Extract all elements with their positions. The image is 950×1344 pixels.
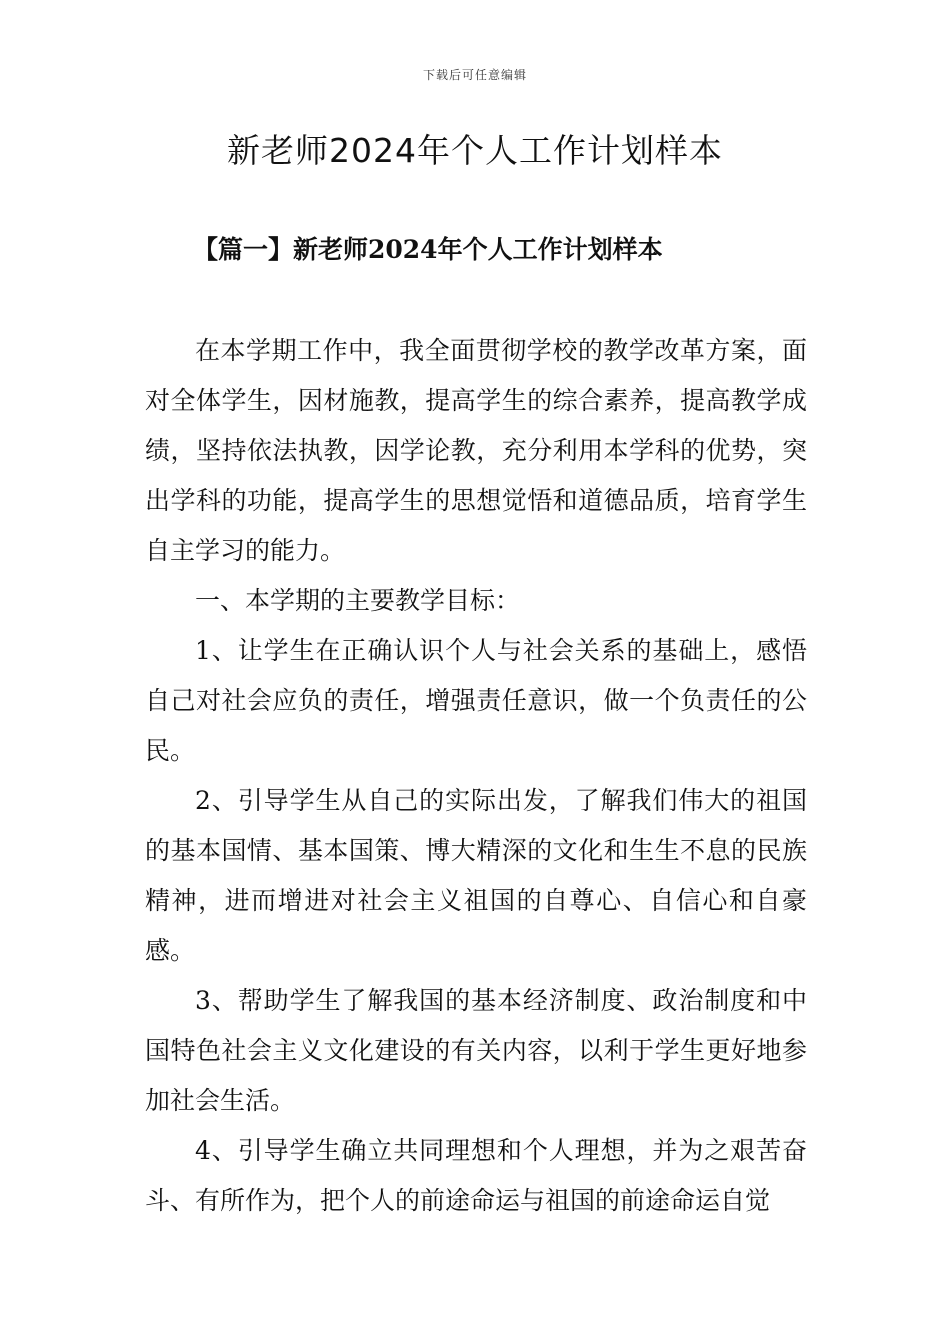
page-title: 新老师2024年个人工作计划样本: [227, 131, 723, 170]
paragraph-intro: 在本学期工作中，我全面贯彻学校的教学改革方案，面对全体学生，因材施教，提高学生的综合素养，提高教学成绩，坚持依法执教，因学论教，充分利用本学科的优势，突出学科的功能，提高学生的思想觉悟和道德品质，培育学生自主学习的能力。: [145, 336, 807, 565]
document-body: [145, 326, 807, 1226]
paragraph-goal-4: 4、引导学生确立共同理想和个人理想，并为之艰苦奋斗、有所作为，把个人的前途命运与祖国的前途命运自觉: [145, 1136, 807, 1215]
paragraph-goal-3: 3、帮助学生了解我国的基本经济制度、政治制度和中国特色社会主义文化建设的有关内容，以利于学生更好地参加社会生活。: [145, 986, 807, 1115]
section-heading: 【篇一】新老师2024年个人工作计划样本: [193, 235, 663, 264]
paragraph-goal-2: 2、引导学生从自己的实际出发，了解我们伟大的祖国的基本国情、基本国策、博大精深的文化和生生不息的民族精神，进而增进对社会主义祖国的自尊心、自信心和自豪感。: [145, 786, 807, 965]
header-note: 下载后可任意编辑: [422, 68, 527, 82]
paragraph-goal-1: 1、让学生在正确认识个人与社会关系的基础上，感悟自己对社会应负的责任，增强责任意识，做一个负责任的公民。: [145, 636, 807, 765]
paragraph-goals-heading: 一、本学期的主要教学目标：: [195, 586, 521, 615]
